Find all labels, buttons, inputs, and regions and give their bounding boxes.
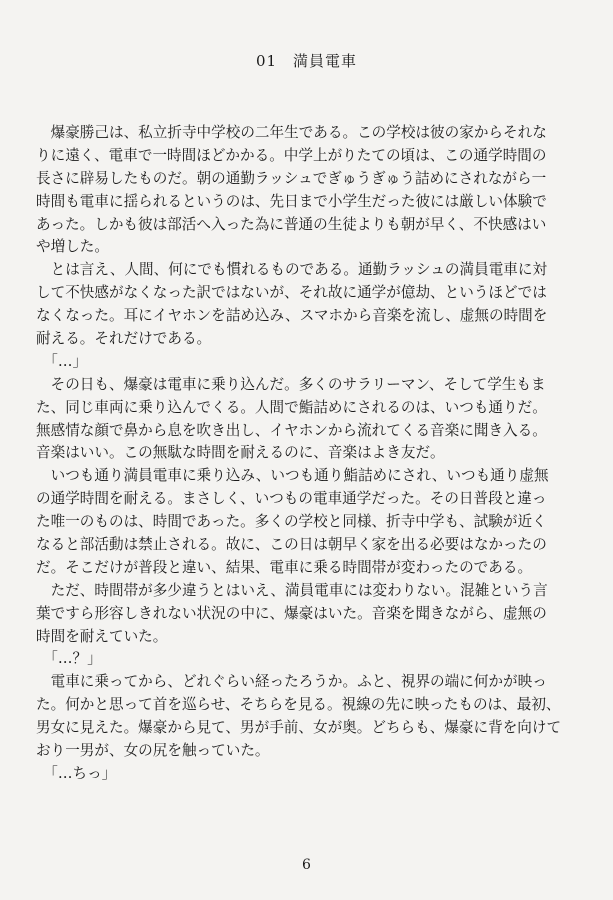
text-line: なると部活動は禁止される。故に、この日は朝早く家を出る必要はなかったの — [36, 536, 547, 554]
text-line: た、同じ車両に乗り込んでくる。人間で鮨詰めにされるのは、いつも通りだ。 — [36, 398, 547, 416]
text-line: 耐える。それだけである。 — [36, 330, 212, 348]
text-line: その日も、爆豪は電車に乗り込んだ。多くのサラリーマン、そして学生もま — [36, 375, 546, 393]
text-line: 「…？」 — [36, 650, 102, 668]
chapter-title: 01 満員電車 — [255, 52, 358, 70]
text-line: なくなった。耳にイヤホンを詰め込み、スマホから音楽を流し、虚無の時間を — [36, 307, 548, 325]
body-text — [36, 122, 586, 786]
text-line: おり一男が、女の尻を触っていた。 — [36, 742, 270, 760]
text-line: あった。しかも彼は部活へ入った為に普通の生徒よりも朝が早く、不快感はい — [36, 215, 547, 233]
text-line: して不快感がなくなった訳ではないが、それ故に通学が億劫、というほどでは — [36, 284, 547, 302]
text-line: た。何かと思って首を巡らせ、そちらを見る。視線の先に映ったものは、最初、 — [36, 696, 561, 714]
text-line: 電車に乗ってから、どれぐらい経ったろうか。ふと、視界の端に何かが映っ — [36, 673, 547, 691]
text-line: 「…ちっ」 — [36, 764, 117, 782]
text-line: 葉ですら形容しきれない状況の中に、爆豪はいた。音楽を聞きながら、虚無の — [36, 604, 547, 622]
text-line: ただ、時間帯が多少違うとはいえ、満員電車には変わりない。混雑という言 — [36, 581, 548, 599]
text-line: いつも通り満員電車に乗り込み、いつも通り鮨詰めにされ、いつも通り虚無 — [36, 467, 549, 485]
text-line: りに遠く、電車で一時間ほどかかる。中学上がりたての頃は、この通学時間の — [36, 146, 547, 164]
text-line: だ。そこだけが普段と違い、結果、電車に乗る時間帯が変わったのである。 — [36, 558, 533, 576]
text-line: 時間も電車に揺られるというのは、先日まで小学生だった彼には厳しい体験で — [36, 192, 547, 210]
text-line: 長さに辟易したものだ。朝の通勤ラッシュでぎゅうぎゅう詰めにされながら一 — [36, 169, 547, 187]
text-line: の通学時間を耐える。まさしく、いつもの電車通学だった。その日普段と違っ — [36, 490, 547, 508]
text-line: や増した。 — [36, 238, 109, 256]
text-line: 時間を耐えていた。 — [36, 627, 168, 645]
text-line: 「…」 — [36, 352, 88, 370]
page-number: 6 — [302, 857, 311, 873]
text-line: た唯一のものは、時間であった。多くの学校と同様、折寺中学も、試験が近く — [36, 513, 547, 531]
text-line: とは言え、人間、何にでも慣れるものである。通勤ラッシュの満員電車に対 — [36, 261, 548, 279]
text-line: 男女に見えた。爆豪から見て、男が手前、女が奥。どちらも、爆豪に背を向けて — [36, 719, 562, 737]
text-line: 無感情な顔で鼻から息を吹き出し、イヤホンから流れてくる音楽に聞き入る。 — [36, 421, 547, 439]
text-line: 音楽はいい。この無駄な時間を耐えるのに、音楽はよき友だ。 — [36, 444, 445, 462]
text-line: 爆豪勝己は、私立折寺中学校の二年生である。この学校は彼の家からそれな — [36, 124, 547, 141]
